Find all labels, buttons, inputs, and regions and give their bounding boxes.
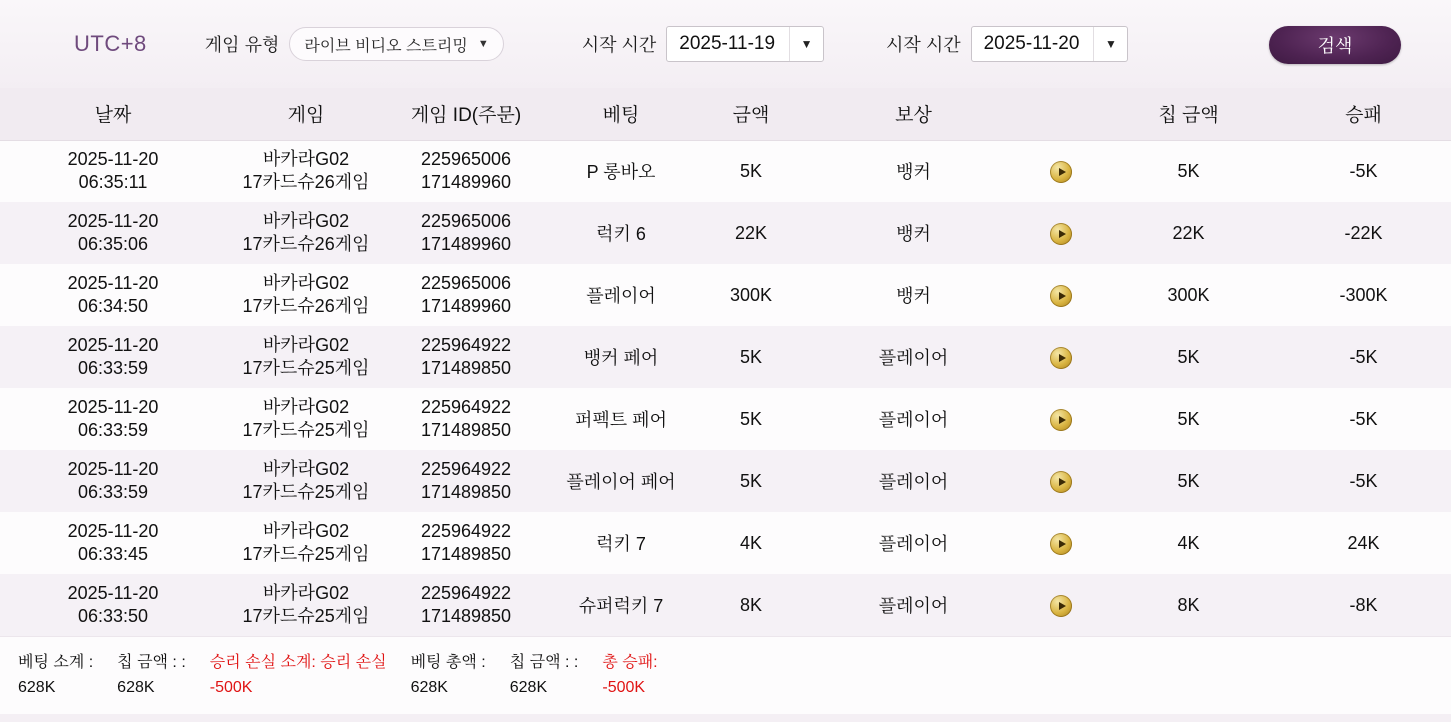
cell-bet: P 롱바오 (546, 140, 696, 202)
col-game-id: 게임 ID(주문) (386, 88, 546, 140)
table-row[interactable] (0, 450, 1451, 512)
cell-result: -5K (1276, 388, 1451, 450)
table-header-row (0, 88, 1451, 140)
cell-bet: 럭키 6 (546, 202, 696, 264)
cell-amount: 22K (696, 202, 806, 264)
cell-result: -300K (1276, 264, 1451, 326)
cell-date: 2025-11-20 06:34:50 (0, 264, 226, 326)
cell-replay[interactable] (1021, 202, 1101, 264)
cell-game-id: 225964922 171489850 (386, 450, 546, 512)
summary-label: 칩 금액 : : (117, 654, 186, 671)
cell-chips: 5K (1101, 388, 1276, 450)
cell-game: 바카라G02 17카드슈25게임 (226, 574, 386, 636)
summary-value: -500K (602, 678, 646, 696)
summary-item (18, 651, 117, 701)
cell-chips: 5K (1101, 140, 1276, 202)
cell-game: 바카라G02 17카드슈26게임 (226, 140, 386, 202)
cell-result: -5K (1276, 326, 1451, 388)
cell-game: 바카라G02 17카드슈25게임 (226, 326, 386, 388)
cell-amount: 8K (696, 574, 806, 636)
cell-replay[interactable] (1021, 140, 1101, 202)
table-row[interactable] (0, 388, 1451, 450)
start-date-value-2: 2025-11-20 (983, 33, 1080, 54)
cell-date: 2025-11-20 06:35:11 (0, 140, 226, 202)
cell-game-id: 225964922 171489850 (386, 574, 546, 636)
play-icon[interactable] (1050, 223, 1072, 245)
summary-item (602, 651, 681, 701)
game-type-value: 라이브 비디오 스트리밍 (304, 37, 468, 55)
cell-reward: 플레이어 (806, 574, 1021, 636)
play-icon[interactable] (1050, 595, 1072, 617)
cell-date: 2025-11-20 06:33:59 (0, 388, 226, 450)
cell-game-id: 225964922 171489850 (386, 326, 546, 388)
chevron-down-icon: ▼ (477, 37, 489, 50)
cell-date: 2025-11-20 06:33:45 (0, 512, 226, 574)
play-icon[interactable] (1050, 409, 1072, 431)
search-button[interactable]: 검색 (1269, 26, 1401, 64)
col-replay (1021, 88, 1101, 140)
cell-game: 바카라G02 17카드슈26게임 (226, 264, 386, 326)
play-icon[interactable] (1050, 347, 1072, 369)
cell-bet: 슈퍼럭키 7 (546, 574, 696, 636)
cell-chips: 22K (1101, 202, 1276, 264)
summary-footer (0, 636, 1451, 714)
table-row[interactable] (0, 326, 1451, 388)
play-icon[interactable] (1050, 533, 1072, 555)
summary-value: 628K (18, 678, 56, 696)
cell-bet: 퍼펙트 페어 (546, 388, 696, 450)
table-row[interactable] (0, 512, 1451, 574)
cell-date: 2025-11-20 06:33:59 (0, 326, 226, 388)
cell-reward: 플레이어 (806, 512, 1021, 574)
cell-reward: 뱅커 (806, 140, 1021, 202)
cell-bet: 럭키 7 (546, 512, 696, 574)
summary-value: 628K (509, 678, 548, 696)
play-icon[interactable] (1050, 161, 1072, 183)
cell-result: -8K (1276, 574, 1451, 636)
cell-game: 바카라G02 17카드슈25게임 (226, 450, 386, 512)
summary-item (510, 651, 603, 701)
cell-chips: 300K (1101, 264, 1276, 326)
play-icon[interactable] (1050, 471, 1072, 493)
summary-value: 628K (117, 678, 155, 696)
timezone-label: UTC+8 (74, 31, 147, 56)
cell-bet: 플레이어 페어 (546, 450, 696, 512)
summary-item (117, 651, 210, 701)
table-row[interactable] (0, 574, 1451, 636)
cell-chips: 8K (1101, 574, 1276, 636)
cell-replay[interactable] (1021, 326, 1101, 388)
cell-game-id: 225964922 171489850 (386, 388, 546, 450)
filter-toolbar (0, 0, 1451, 88)
cell-reward: 플레이어 (806, 388, 1021, 450)
game-type-filter (205, 27, 504, 61)
start-date-input-1[interactable] (666, 26, 824, 62)
cell-game-id: 225964922 171489850 (386, 512, 546, 574)
summary-label: 승리 손실 소계: 승리 손실 (209, 654, 387, 671)
summary-item (210, 651, 411, 701)
summary-value: -500K (209, 678, 253, 696)
start-date-input-2[interactable] (971, 26, 1129, 62)
cell-replay[interactable] (1021, 388, 1101, 450)
summary-item (411, 651, 510, 701)
cell-date: 2025-11-20 06:35:06 (0, 202, 226, 264)
cell-chips: 5K (1101, 326, 1276, 388)
cell-game-id: 225965006 171489960 (386, 202, 546, 264)
col-reward: 보상 (806, 88, 1021, 140)
cell-replay[interactable] (1021, 264, 1101, 326)
col-result: 승패 (1276, 88, 1451, 140)
start-time-label-1: 시작 시간 (581, 35, 657, 55)
table-row[interactable] (0, 264, 1451, 326)
start-time-label-2: 시작 시간 (886, 35, 961, 55)
cell-bet: 뱅커 페어 (546, 326, 696, 388)
table-row[interactable] (0, 140, 1451, 202)
summary-label: 총 승패: (602, 654, 658, 671)
betting-history-table (0, 88, 1451, 636)
cell-replay[interactable] (1021, 512, 1101, 574)
col-amount: 금액 (696, 88, 806, 140)
cell-chips: 5K (1101, 450, 1276, 512)
game-type-label: 게임 유형 (204, 35, 280, 55)
cell-amount: 5K (696, 140, 806, 202)
col-game: 게임 (226, 88, 386, 140)
game-type-select[interactable] (289, 27, 503, 61)
cell-game-id: 225965006 171489960 (386, 264, 546, 326)
cell-game: 바카라G02 17카드슈26게임 (226, 202, 386, 264)
cell-amount: 5K (696, 388, 806, 450)
cell-result: -5K (1276, 450, 1451, 512)
summary-label: 베팅 소계 : (18, 654, 94, 671)
play-icon[interactable] (1050, 285, 1072, 307)
cell-amount: 5K (696, 450, 806, 512)
cell-result: -22K (1276, 202, 1451, 264)
cell-game: 바카라G02 17카드슈25게임 (226, 388, 386, 450)
summary-value: 628K (410, 678, 448, 696)
cell-reward: 뱅커 (806, 202, 1021, 264)
cell-date: 2025-11-20 06:33:59 (0, 450, 226, 512)
start-date-value-1: 2025-11-19 (679, 33, 776, 54)
cell-reward: 뱅커 (806, 264, 1021, 326)
cell-reward: 플레이어 (806, 450, 1021, 512)
cell-amount: 5K (696, 326, 806, 388)
col-bet: 베팅 (546, 88, 696, 140)
chevron-down-icon[interactable]: ▼ (789, 27, 823, 61)
start-date-filter-1 (582, 26, 824, 62)
cell-replay[interactable] (1021, 574, 1101, 636)
start-date-filter-2 (886, 26, 1128, 62)
cell-result: -5K (1276, 140, 1451, 202)
table-body (0, 140, 1451, 636)
cell-game-id: 225965006 171489960 (386, 140, 546, 202)
cell-chips: 4K (1101, 512, 1276, 574)
chevron-down-icon[interactable]: ▼ (1093, 27, 1127, 61)
cell-game: 바카라G02 17카드슈25게임 (226, 512, 386, 574)
summary-label: 베팅 총액 : (410, 654, 486, 671)
cell-result: 24K (1276, 512, 1451, 574)
col-date: 날짜 (0, 88, 226, 140)
cell-date: 2025-11-20 06:33:50 (0, 574, 226, 636)
cell-amount: 4K (696, 512, 806, 574)
col-chips: 칩 금액 (1101, 88, 1276, 140)
cell-bet: 플레이어 (546, 264, 696, 326)
cell-amount: 300K (696, 264, 806, 326)
cell-reward: 플레이어 (806, 326, 1021, 388)
cell-replay[interactable] (1021, 450, 1101, 512)
table-row[interactable] (0, 202, 1451, 264)
summary-label: 칩 금액 : : (509, 654, 579, 671)
